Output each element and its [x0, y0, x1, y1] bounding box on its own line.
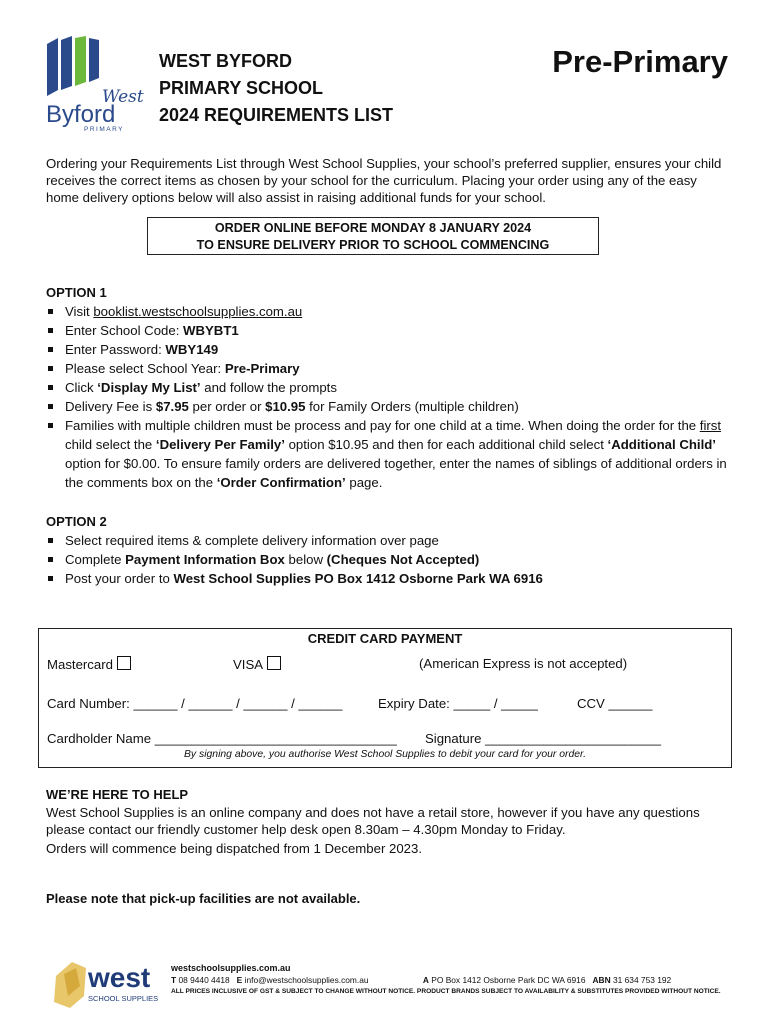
- list-item: Delivery Fee is $7.95 per order or $10.95 for Family Orders (multiple children): [46, 397, 736, 416]
- title-school-name: WEST BYFORD: [159, 51, 292, 71]
- notice-line-2: TO ENSURE DELIVERY PRIOR TO SCHOOL COMMENCING: [196, 238, 550, 252]
- footer-abn: 31 634 753 192: [612, 975, 672, 985]
- west-logo-graphic: [50, 956, 168, 1012]
- grade-heading: Pre-Primary: [552, 44, 728, 79]
- option-2-heading: OPTION 2: [46, 514, 107, 529]
- document-title: [159, 48, 393, 129]
- title-school-type: PRIMARY SCHOOL: [159, 78, 324, 98]
- help-heading: WE’RE HERE TO HELP: [46, 787, 189, 802]
- list-item: Complete Payment Information Box below (Cheques Not Accepted): [46, 550, 736, 569]
- visa-checkbox[interactable]: [267, 656, 281, 670]
- footer-contact: [171, 962, 721, 998]
- credit-card-heading: CREDIT CARD PAYMENT: [307, 631, 463, 646]
- list-item: Select required items & complete delivery information over page: [46, 531, 736, 550]
- option-2-section: [46, 514, 736, 588]
- help-section: [46, 786, 726, 857]
- list-item: Families with multiple children must be process and pay for one child at a time. When doing the order for the first child select the ‘Delivery Per Family’ option $10.95 and then for each additional child select ‘Additional Child’ option for $0.00. To ensure family orders are delivered together, enter the names of siblings of additional orders in the comments box on the ‘Order Confirmation’ page.: [46, 416, 736, 492]
- intro-paragraph: Ordering your Requirements List through West School Supplies, your school’s preferred supplier, ensures your child receives the correct items as chosen by your school for the curriculum. Placing your order using any of the easy home delivery options below will also assist in raising additional funds for your school.: [46, 156, 722, 205]
- title-list-name: 2024 REQUIREMENTS LIST: [159, 105, 394, 125]
- password: WBY149: [165, 342, 219, 357]
- cardholder-name-field[interactable]: Cardholder Name _________________________________: [47, 731, 397, 746]
- booklist-link[interactable]: booklist.westschoolsupplies.com.au: [93, 304, 303, 319]
- svg-text:SCHOOL SUPPLIES: SCHOOL SUPPLIES: [88, 994, 159, 1003]
- footer-disclaimer: ALL PRICES INCLUSIVE OF GST & SUBJECT TO CHANGE WITHOUT NOTICE. PRODUCT BRANDS SUBJECT TO AVAILABILITY & SUBSTITUTES PROVIDED WITHOUT NOTICE.: [171, 988, 721, 995]
- help-body: West School Supplies is an online company and does not have a retail store, however if you have any questions please contact our friendly customer help desk open 8.30am – 4.30pm Monday to Friday.: [46, 805, 700, 837]
- list-item: Post your order to West School Supplies PO Box 1412 Osborne Park WA 6916: [46, 569, 736, 588]
- svg-text:PRIMARY: PRIMARY: [84, 126, 124, 133]
- footer: [46, 952, 736, 1012]
- option-2-list: [46, 531, 736, 588]
- dispatch-note: Orders will commence being dispatched from 1 December 2023.: [46, 841, 423, 856]
- list-item: Please select School Year: Pre-Primary: [46, 359, 736, 378]
- authorise-note: By signing above, you authorise West School Supplies to debit your card for your order.: [184, 749, 586, 760]
- ccv-field[interactable]: CCV ______: [577, 696, 653, 711]
- footer-website[interactable]: westschoolsupplies.com.au: [171, 963, 291, 973]
- option-1-section: [46, 285, 736, 492]
- school-logo: [44, 36, 144, 133]
- signature-field[interactable]: Signature ________________________: [425, 731, 662, 746]
- mastercard-option: Mastercard: [47, 656, 131, 672]
- school-logo-graphic: [44, 36, 144, 133]
- west-school-supplies-logo: [50, 956, 168, 1012]
- list-item: Visit booklist.westschoolsupplies.com.au: [46, 302, 736, 321]
- svg-text:West: West: [102, 87, 144, 107]
- list-item: Enter Password: WBY149: [46, 340, 736, 359]
- footer-email[interactable]: info@westschoolsupplies.com.au: [244, 975, 369, 985]
- footer-phone[interactable]: 08 9440 4418: [178, 975, 230, 985]
- option-1-list: [46, 302, 736, 492]
- card-number-field[interactable]: Card Number: ______ / ______ / ______ / ______: [47, 696, 343, 711]
- notice-line-1: ORDER ONLINE BEFORE MONDAY 8 JANUARY 2024: [214, 221, 532, 235]
- svg-text:Byford: Byford: [46, 101, 116, 128]
- footer-address: PO Box 1412 Osborne Park DC WA 6916: [431, 975, 586, 985]
- footer-contact-line: T 08 9440 4418 E info@westschoolsupplies.com.au A PO Box 1412 Osborne Park DC WA 6916 ABN 31 634 753 192: [171, 975, 672, 985]
- school-year: Pre-Primary: [224, 361, 300, 376]
- list-item: Enter School Code: WBYBT1: [46, 321, 736, 340]
- order-deadline-notice: [147, 217, 599, 255]
- credit-card-payment-box: [38, 628, 732, 768]
- school-code: WBYBT1: [183, 323, 239, 338]
- option-1-heading: OPTION 1: [46, 285, 107, 300]
- pickup-note: Please note that pick-up facilities are not available.: [46, 891, 361, 906]
- svg-text:west: west: [88, 962, 151, 993]
- expiry-date-field[interactable]: Expiry Date: _____ / _____: [378, 696, 538, 711]
- visa-option: VISA: [233, 656, 281, 672]
- amex-note: (American Express is not accepted): [419, 656, 628, 671]
- list-item: Click ‘Display My List’ and follow the prompts: [46, 378, 736, 397]
- mastercard-checkbox[interactable]: [117, 656, 131, 670]
